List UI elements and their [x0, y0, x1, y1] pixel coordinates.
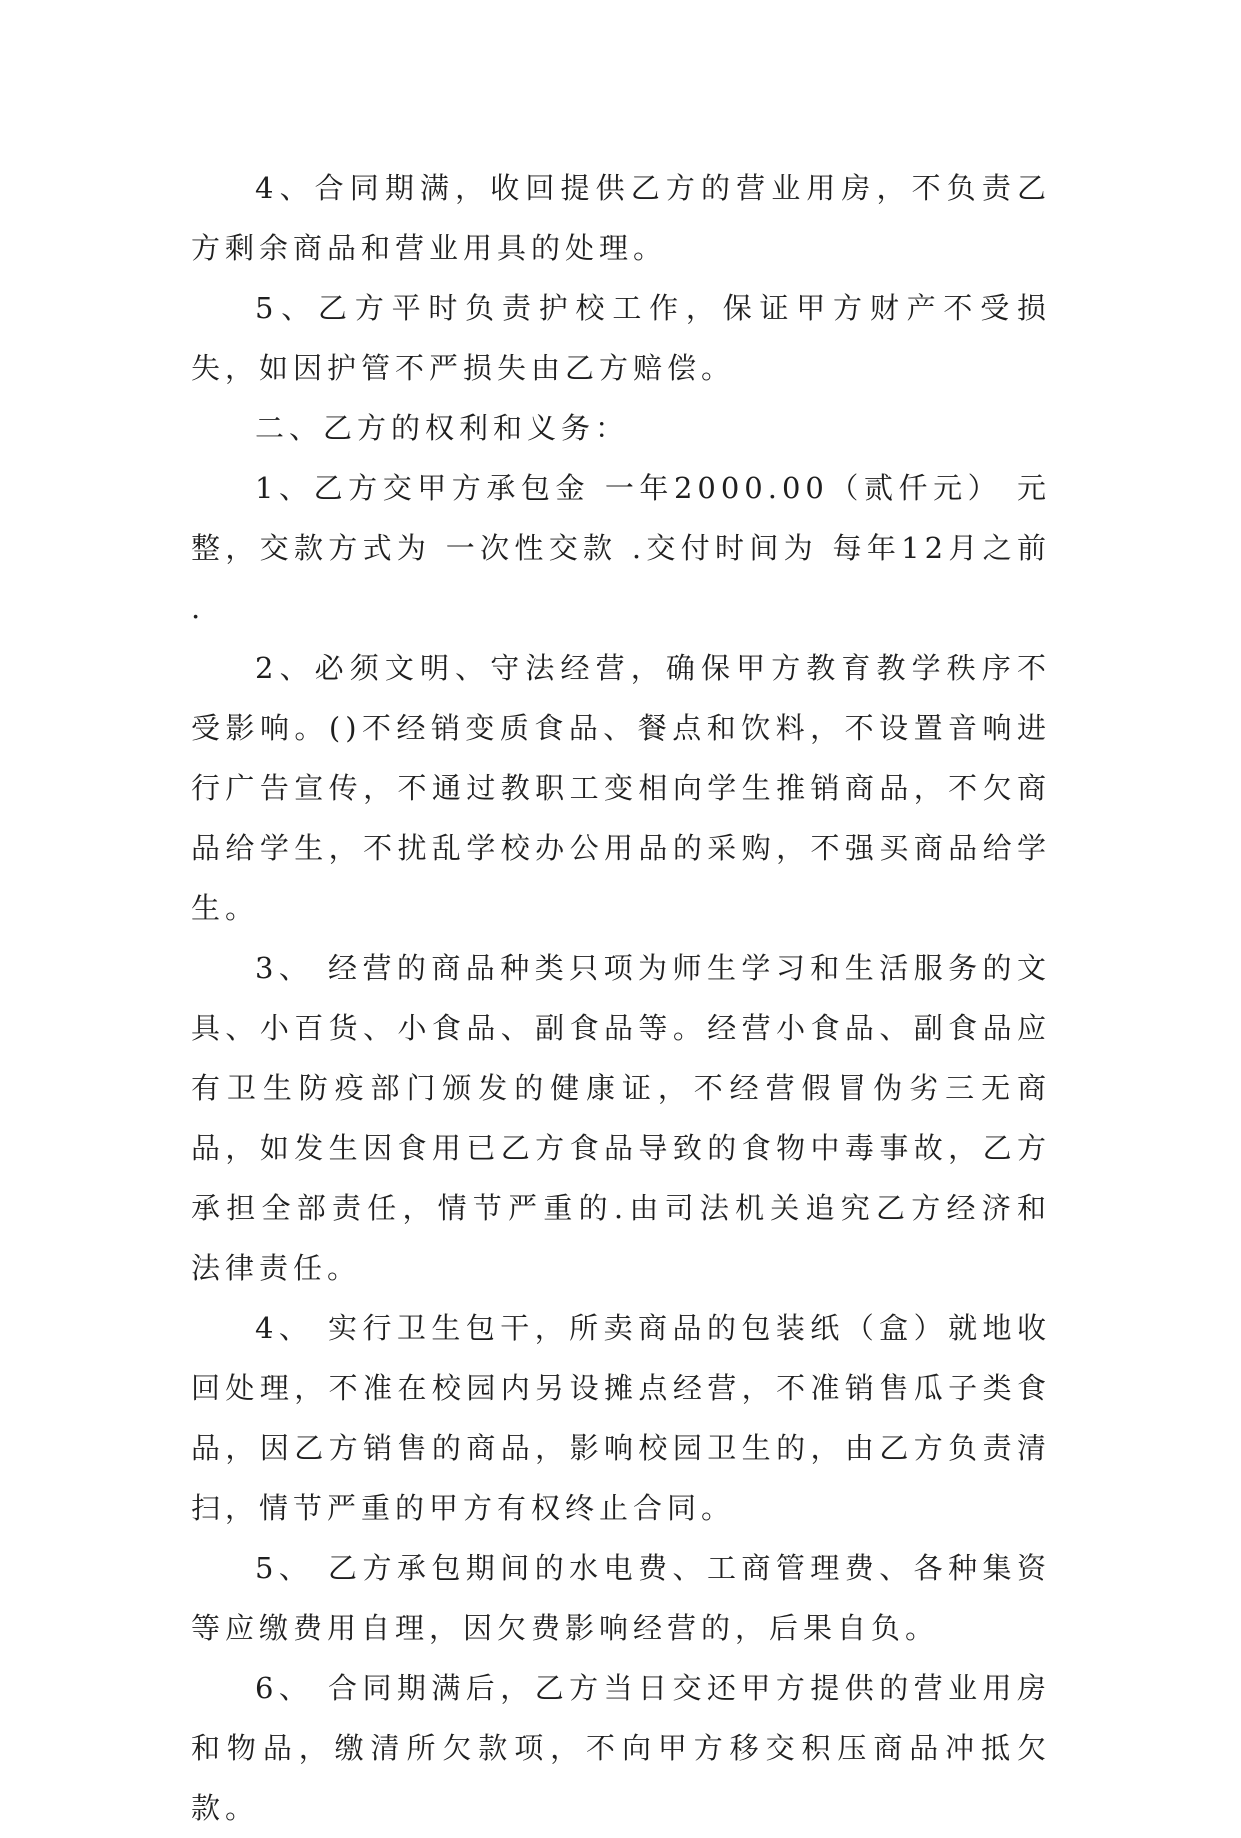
document-body	[191, 158, 1051, 1838]
paragraph-b3-goods-scope: 3、 经营的商品种类只项为师生学习和生活服务的文具、小百货、小食品、副食品等。经营小食品、副食品应有卫生防疫部门颁发的健康证，不经营假冒伪劣三无商品，如发生因食用已乙方食品导致的食物中毒事故，乙方承担全部责任，情节严重的.由司法机关追究乙方经济和法律责任。	[191, 951, 1051, 1285]
paragraph-b2-lawful-operation: 2、必须文明、守法经营，确保甲方教育教学秩序不受影响。()不经销变质食品、餐点和饮料，不设置音响进行广告宣传，不通过教职工变相向学生推销商品，不欠商品给学生，不扰乱学校办公用品的采购，不强买商品给学生。	[191, 651, 1051, 925]
paragraph-b5-fees: 5、 乙方承包期间的水电费、工商管理费、各种集资等应缴费用自理，因欠费影响经营的，后果自负。	[191, 1551, 1051, 1645]
paragraph-b6-handover: 6、 合同期满后，乙方当日交还甲方提供的营业用房和物品，缴清所欠款项，不向甲方移交积压商品冲抵欠款。	[191, 1671, 1051, 1825]
section-heading-party-b-rights: 二、乙方的权利和义务：	[255, 411, 630, 445]
paragraph-b4-hygiene: 4、 实行卫生包干，所卖商品的包装纸（盒）就地收回处理，不准在校园内另设摊点经营，不准销售瓜子类食品，因乙方销售的商品，影响校园卫生的，由乙方负责清扫，情节严重的甲方有权终止合同。	[191, 1311, 1051, 1525]
paragraph-clause-4-termination: 4、合同期满，收回提供乙方的营业用房，不负责乙方剩余商品和营业用具的处理。	[191, 171, 1051, 265]
paragraph-clause-5-school-protection: 5、乙方平时负责护校工作，保证甲方财产不受损失，如因护管不严损失由乙方赔偿。	[191, 291, 1051, 385]
paragraph-b1-payment: 1、乙方交甲方承包金 一年2000.00（贰仟元） 元整，交款方式为 一次性交款 .交付时间为 每年12月之前 .	[191, 471, 1051, 625]
